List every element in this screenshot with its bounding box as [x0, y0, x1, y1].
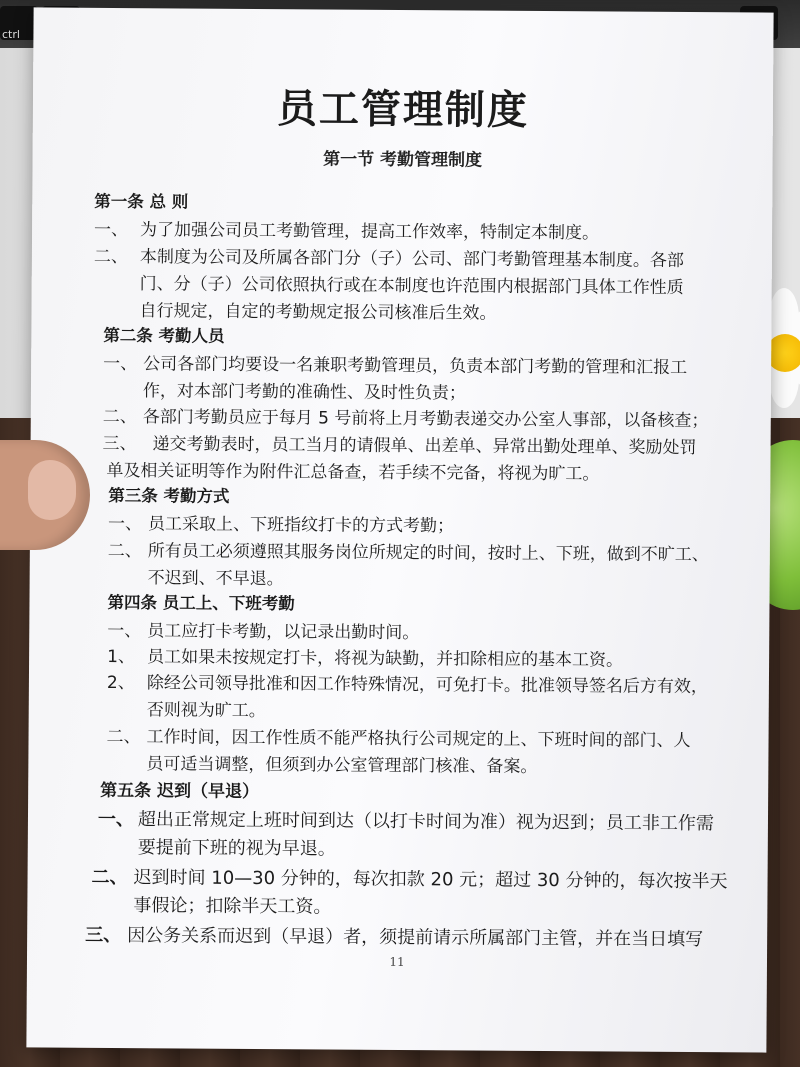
item-text: 因公务关系而迟到（早退）者，须提前请示所属部门主管，并在当日填写 [127, 925, 704, 951]
item-marker: 一、 [103, 353, 138, 375]
item-text: 各部门考勤员应于每月 5 号前将上月考勤表递交办公室人事部，以备核查； [142, 407, 709, 432]
item-marker: 一、 [107, 620, 142, 642]
item-marker: 一、 [97, 808, 135, 831]
page-number: 11 [389, 954, 405, 970]
item-marker: 二、 [91, 866, 128, 889]
item-text: 要提前下班的视为早退。 [137, 837, 336, 860]
item-text: 员工采取上、下班指纹打卡的方式考勤； [147, 514, 455, 537]
item-text: 所有员工必须遵照其服务岗位所规定的时间，按时上、下班，做到不旷工、 [147, 541, 709, 566]
item-marker: 一、 [107, 513, 143, 535]
item-text: 递交考勤表时，员工当月的请假单、出差单、异常出勤处理单、奖励处罚 [152, 434, 697, 459]
item-text: 公司各部门均要设一名兼职考勤管理员，负责本部门考勤的管理和汇报工 [143, 354, 688, 379]
item-text: 不迟到、不早退。 [147, 568, 284, 590]
item-marker: 二、 [106, 726, 141, 748]
item-text: 迟到时间 10—30 分钟的，每次扣款 20 元；超过 30 分钟的，每次按半天 [133, 867, 728, 893]
item-marker: 1、 [107, 646, 136, 668]
document-page [26, 7, 773, 1052]
item-text: 否则视为旷工。 [146, 700, 266, 722]
item-marker: 一、 [94, 219, 129, 241]
keyboard-key-label: ctrl [2, 28, 20, 41]
article-heading: 第一条 总 则 [94, 191, 189, 212]
item-text: 作，对本部门考勤的准确性、及时性负责； [142, 381, 467, 404]
article-heading: 第五条 迟到（早退） [100, 780, 260, 803]
section-title: 第一节 考勤管理制度 [323, 149, 483, 171]
item-text: 员可适当调整，但须到办公室管理部门核准、备案。 [146, 754, 538, 777]
item-marker: 三、 [85, 924, 122, 947]
item-text: 单及相关证明等作为附件汇总备查，若手续不完备，将视为旷工。 [106, 460, 600, 485]
item-text: 为了加强公司员工考勤管理，提高工作效率，特制定本制度。 [140, 220, 600, 244]
item-text: 工作时间，因工作性质不能严格执行公司规定的上、下班时间的部门、人 [146, 727, 691, 752]
item-marker: 2、 [106, 672, 135, 694]
item-text: 员工如果未按规定打卡，将视为缺勤，并扣除相应的基本工资。 [147, 647, 624, 671]
item-text: 门、分（子）公司依照执行或在本制度也许范围内根据部门具体工作性质 [139, 274, 684, 298]
item-text: 本制度为公司及所属各部门分（子）公司、部门考勤管理基本制度。各部 [139, 247, 684, 271]
article-heading: 第三条 考勤方式 [108, 485, 230, 506]
item-marker: 二、 [107, 540, 142, 562]
item-marker: 三、 [102, 433, 137, 455]
item-marker: 二、 [102, 406, 137, 428]
item-text: 事假论；扣除半天工资。 [133, 895, 332, 918]
item-text: 除经公司领导批准和因工作特殊情况，可免打卡。批准领导签名后方有效， [146, 673, 708, 698]
item-text: 超出正常规定上班时间到达（以打卡时间为准）视为迟到；员工非工作需 [137, 809, 715, 835]
article-heading: 第二条 考勤人员 [103, 325, 225, 346]
item-marker: 二、 [93, 246, 128, 268]
article-heading: 第四条 员工上、下班考勤 [107, 592, 295, 614]
document-title: 员工管理制度 [276, 86, 530, 134]
item-text: 自行规定，自定的考勤规定报公司核准后生效。 [139, 301, 497, 324]
item-text: 员工应打卡考勤，以记录出勤时间。 [147, 621, 420, 644]
thumb [28, 460, 76, 520]
